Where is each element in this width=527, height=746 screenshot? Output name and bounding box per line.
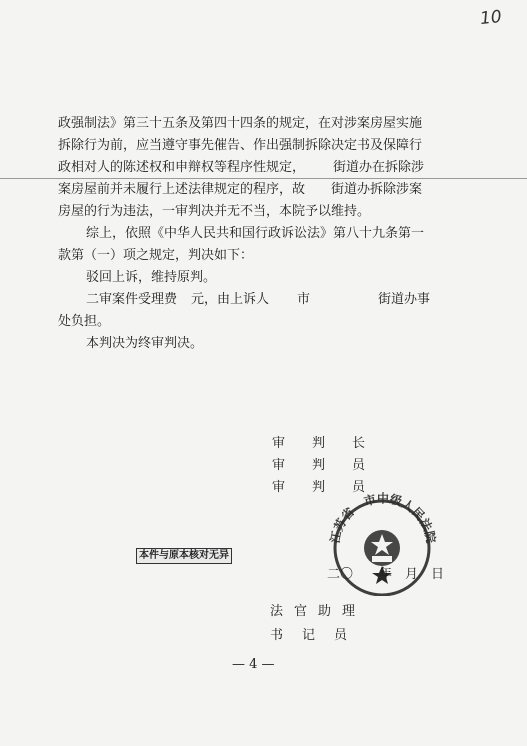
paragraph-line: 综上，依照《中华人民共和国行政诉讼法》第八十九条第一 — [86, 226, 425, 241]
sig-char: 判 — [312, 458, 326, 473]
final-statement: 本判决为终审判决。 — [86, 336, 204, 351]
signature-presiding-judge — [272, 432, 392, 451]
clerk-assistant-judge — [270, 600, 366, 619]
paragraph-line: 拆除行为前，应当遵守事先催告、作出强制拆除决定书及保障行 — [58, 138, 423, 153]
sig-char: 官 — [294, 604, 308, 619]
seal-text: 江苏省 市中级人民法院 — [327, 491, 439, 545]
sig-char: 判 — [312, 480, 326, 495]
ruling-item-2-cont: 处负担。 — [58, 314, 111, 329]
copy-verification-stamp: 本件与原本核对无异 — [136, 548, 232, 564]
text-segment: 街道办事 — [378, 292, 431, 307]
sig-char: 理 — [342, 604, 356, 619]
sig-char: 长 — [352, 436, 366, 451]
text-segment: 案房屋前并未履行上述法律规定的程序，故 — [58, 182, 306, 197]
clerk-court-clerk — [270, 624, 366, 643]
text-segment: 街道办在拆除涉 — [333, 160, 425, 175]
ruling-item-2 — [86, 288, 430, 307]
text-segment: 市 — [297, 292, 311, 307]
ruling-item-1: 驳回上诉，维持原判。 — [86, 270, 217, 285]
sig-char: 判 — [312, 436, 326, 451]
sig-char: 审 — [272, 458, 286, 473]
sig-char: 法 — [270, 604, 284, 619]
paragraph-line — [58, 156, 424, 175]
judgment-date: 二〇 年 月 日 — [327, 567, 445, 582]
text-segment: 街道办拆除涉案 — [331, 182, 423, 197]
page-footer: — 4 — — [232, 657, 275, 672]
handwritten-page-mark: 10 — [479, 6, 503, 30]
sig-char: 员 — [334, 628, 348, 643]
sig-char: 书 — [270, 628, 284, 643]
text-segment: 政相对人的陈述权和申辩权等程序性规定， — [58, 160, 306, 175]
sig-char: 员 — [352, 480, 366, 495]
sig-char: 助 — [318, 604, 332, 619]
signature-judge-1 — [272, 454, 392, 473]
paragraph-line: 款第（一）项之规定，判决如下： — [58, 248, 254, 263]
text-segment: 元，由上诉人 — [191, 292, 270, 307]
text-segment: 二审案件受理费 — [86, 292, 178, 307]
paragraph-line: 房屋的行为违法，一审判决并无不当，本院予以维持。 — [58, 204, 371, 219]
sig-char: 员 — [352, 458, 366, 473]
sig-char: 审 — [272, 480, 286, 495]
sig-char: 审 — [272, 436, 286, 451]
paragraph-line — [58, 178, 422, 197]
national-emblem-icon — [364, 530, 400, 566]
sig-char: 记 — [302, 628, 316, 643]
paragraph-line: 政强制法》第三十五条及第四十四条的规定，在对涉案房屋实施 — [58, 116, 423, 131]
